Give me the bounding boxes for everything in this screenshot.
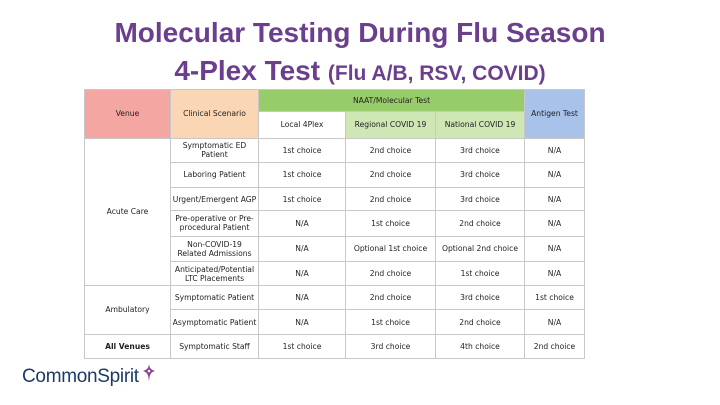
table-row bbox=[85, 286, 585, 310]
local-cell: N/A bbox=[259, 286, 346, 310]
scenario-cell: Non-COVID-19 Related Admissions bbox=[171, 236, 259, 261]
venue-header: Venue bbox=[85, 90, 171, 139]
national-cell: 2nd choice bbox=[436, 310, 525, 334]
antigen-cell: N/A bbox=[525, 261, 585, 285]
national-covid-header: National COVID 19 bbox=[436, 112, 525, 138]
antigen-header: Antigen Test bbox=[525, 90, 585, 139]
antigen-cell: N/A bbox=[525, 310, 585, 334]
logo-text: CommonSpirit bbox=[22, 366, 139, 387]
regional-cell: 2nd choice bbox=[346, 138, 436, 162]
venue-acute-care: Acute Care bbox=[85, 138, 171, 286]
local-cell: N/A bbox=[259, 211, 346, 236]
scenario-cell: Laboring Patient bbox=[171, 162, 259, 187]
regional-cell: 2nd choice bbox=[346, 188, 436, 211]
scenario-cell: Symptomatic ED Patient bbox=[171, 138, 259, 162]
antigen-cell: N/A bbox=[525, 211, 585, 236]
local-cell: 1st choice bbox=[259, 138, 346, 162]
local-cell: N/A bbox=[259, 310, 346, 334]
testing-table bbox=[84, 89, 585, 359]
sparkle-icon bbox=[141, 363, 157, 383]
scenario-cell: Asymptomatic Patient bbox=[171, 310, 259, 334]
national-cell: 4th choice bbox=[436, 334, 525, 358]
national-cell: 3rd choice bbox=[436, 162, 525, 187]
regional-cell: Optional 1st choice bbox=[346, 236, 436, 261]
regional-cell: 2nd choice bbox=[346, 286, 436, 310]
national-cell: Optional 2nd choice bbox=[436, 236, 525, 261]
venue-all-venues: All Venues bbox=[85, 334, 171, 358]
antigen-cell: N/A bbox=[525, 162, 585, 187]
regional-covid-header: Regional COVID 19 bbox=[346, 112, 436, 138]
table-row bbox=[85, 138, 585, 162]
venue-ambulatory: Ambulatory bbox=[85, 286, 171, 335]
antigen-cell: 1st choice bbox=[525, 286, 585, 310]
national-cell: 3rd choice bbox=[436, 286, 525, 310]
table-row bbox=[85, 334, 585, 358]
naat-header: NAAT/Molecular Test bbox=[259, 90, 525, 112]
scenario-cell: Pre-operative or Pre-procedural Patient bbox=[171, 211, 259, 236]
antigen-cell: N/A bbox=[525, 188, 585, 211]
local-cell: N/A bbox=[259, 261, 346, 285]
local-cell: 1st choice bbox=[259, 188, 346, 211]
national-cell: 3rd choice bbox=[436, 188, 525, 211]
slide-subtitle bbox=[0, 54, 720, 91]
national-cell: 1st choice bbox=[436, 261, 525, 285]
antigen-cell: N/A bbox=[525, 236, 585, 261]
regional-cell: 3rd choice bbox=[346, 334, 436, 358]
local-cell: N/A bbox=[259, 236, 346, 261]
local-cell: 1st choice bbox=[259, 162, 346, 187]
local-cell: 1st choice bbox=[259, 334, 346, 358]
commonspirit-logo bbox=[22, 362, 157, 392]
regional-cell: 2nd choice bbox=[346, 162, 436, 187]
antigen-cell: 2nd choice bbox=[525, 334, 585, 358]
scenario-header: Clinical Scenario bbox=[171, 90, 259, 139]
local-4plex-header: Local 4Plex bbox=[259, 112, 346, 138]
subtitle-detail: (Flu A/B, RSV, COVID) bbox=[327, 62, 546, 85]
scenario-cell: Symptomatic Staff bbox=[171, 334, 259, 358]
national-cell: 3rd choice bbox=[436, 138, 525, 162]
scenario-cell: Anticipated/Potential LTC Placements bbox=[171, 261, 259, 285]
regional-cell: 1st choice bbox=[346, 310, 436, 334]
subtitle-main: 4-Plex Test bbox=[174, 55, 321, 86]
antigen-cell: N/A bbox=[525, 138, 585, 162]
slide-title: Molecular Testing During Flu Season bbox=[114, 17, 606, 48]
regional-cell: 1st choice bbox=[346, 211, 436, 236]
scenario-cell: Urgent/Emergent AGP bbox=[171, 188, 259, 211]
regional-cell: 2nd choice bbox=[346, 261, 436, 285]
scenario-cell: Symptomatic Patient bbox=[171, 286, 259, 310]
national-cell: 2nd choice bbox=[436, 211, 525, 236]
